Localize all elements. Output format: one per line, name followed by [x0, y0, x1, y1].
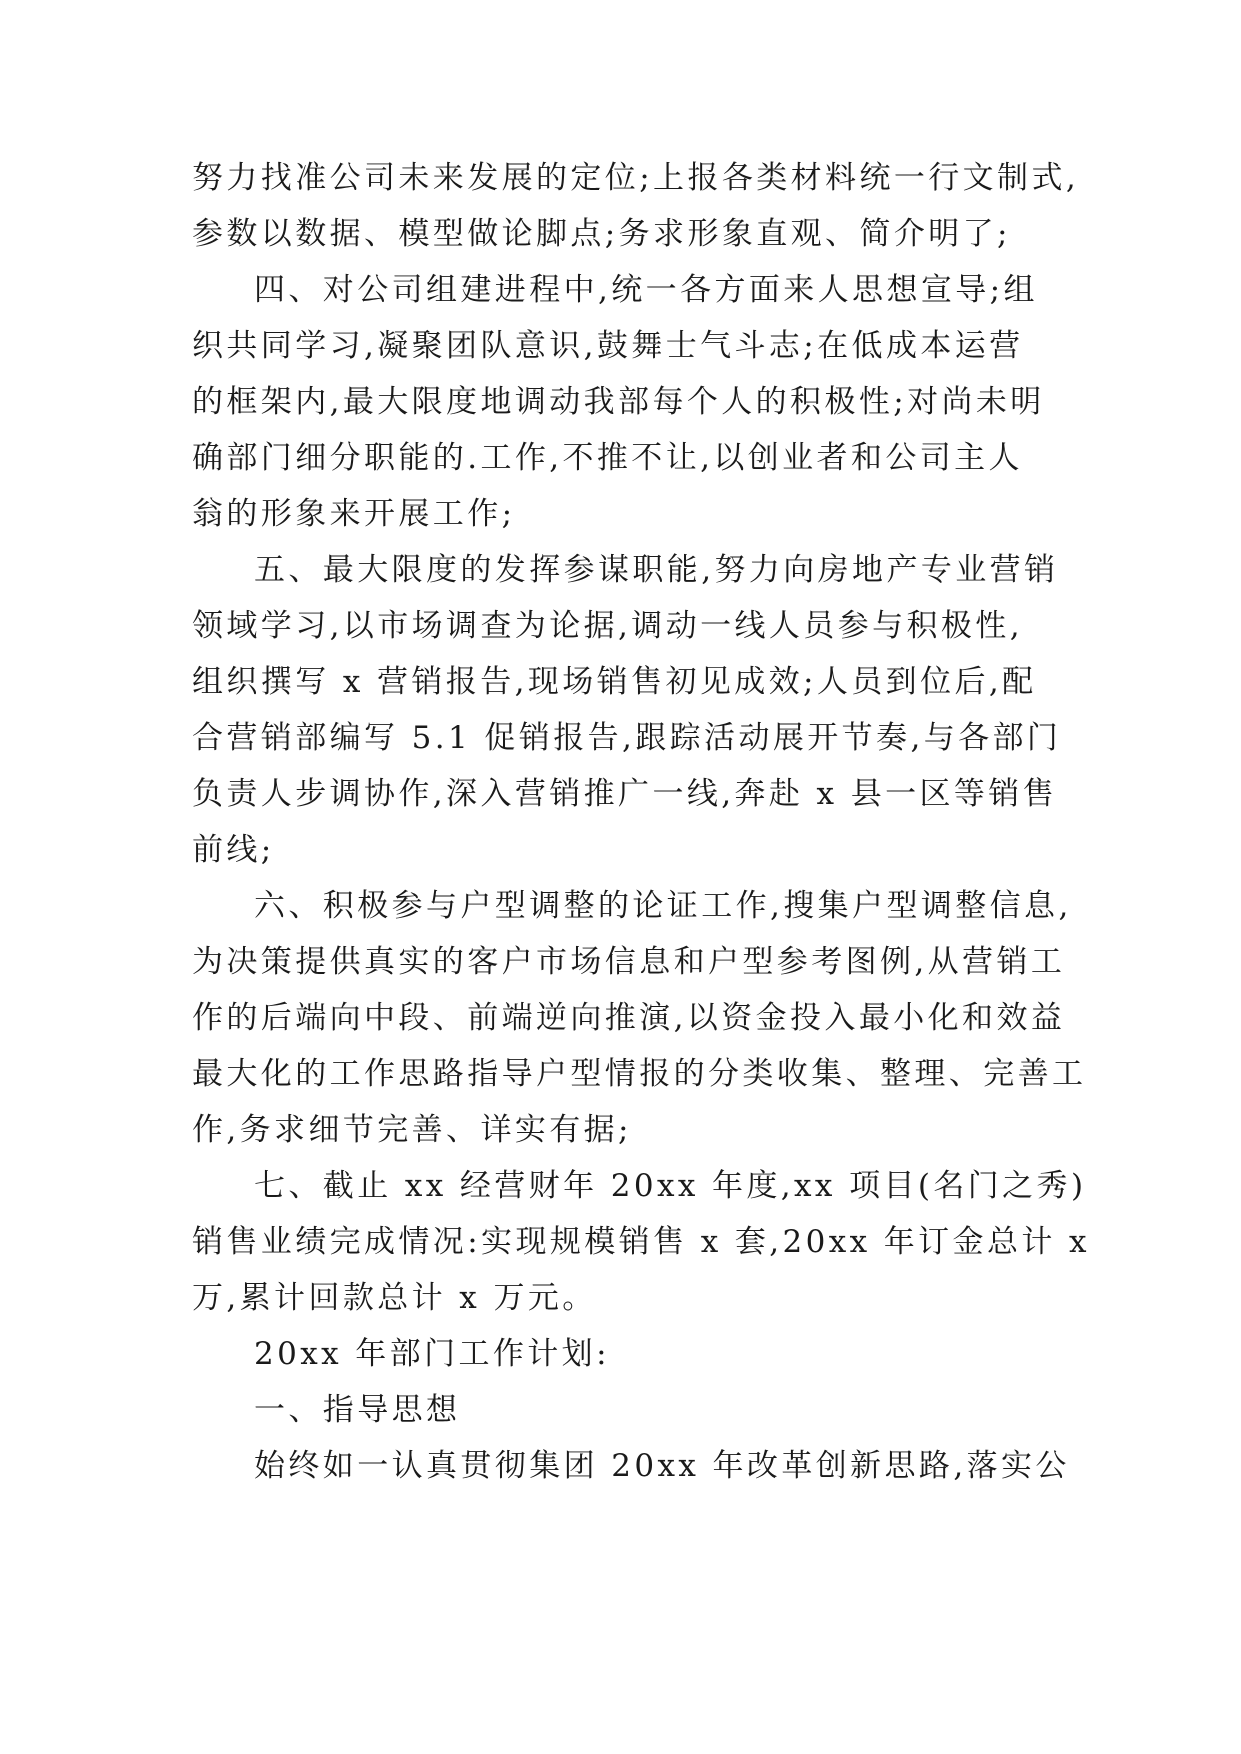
text-line: 合营销部编写 5.1 促销报告,跟踪活动展开节奏,与各部门: [192, 720, 1062, 756]
section-heading: 一、指导思想: [254, 1392, 461, 1428]
text-line: 的框架内,最大限度地调动我部每个人的积极性;对尚未明: [192, 384, 1045, 420]
text-line: 作,务求细节完善、详实有据;: [192, 1112, 632, 1148]
text-line: 确部门细分职能的.工作,不推不让,以创业者和公司主人: [192, 440, 1023, 476]
text-line: 五、最大限度的发挥参谋职能,努力向房地产专业营销: [254, 552, 1059, 588]
text-line: 最大化的工作思路指导户型情报的分类收集、整理、完善工: [192, 1056, 1087, 1092]
text-line: 组织撰写 x 营销报告,现场销售初见成效;人员到位后,配: [192, 664, 1037, 700]
text-line: 作的后端向中段、前端逆向推演,以资金投入最小化和效益: [192, 1000, 1066, 1036]
text-line: 努力找准公司未来发展的定位;上报各类材料统一行文制式,: [192, 160, 1080, 196]
text-line: 万,累计回款总计 x 万元。: [192, 1280, 597, 1316]
text-line: 七、截止 xx 经营财年 20xx 年度,xx 项目(名门之秀): [254, 1168, 1087, 1204]
text-line: 六、积极参与户型调整的论证工作,搜集户型调整信息,: [254, 888, 1072, 924]
text-line: 四、对公司组建进程中,统一各方面来人思想宣导;组: [254, 272, 1038, 308]
text-line: 织共同学习,凝聚团队意识,鼓舞士气斗志;在低成本运营: [192, 328, 1024, 364]
text-line: 销售业绩完成情况:实现规模销售 x 套,20xx 年订金总计 x: [192, 1224, 1090, 1260]
text-line: 为决策提供真实的客户市场信息和户型参考图例,从营销工: [192, 944, 1066, 980]
text-line: 前线;: [192, 832, 275, 868]
text-line: 参数以数据、模型做论脚点;务求形象直观、简介明了;: [192, 216, 1011, 252]
text-line: 领域学习,以市场调查为论据,调动一线人员参与积极性,: [192, 608, 1023, 644]
text-line: 始终如一认真贯彻集团 20xx 年改革创新思路,落实公: [254, 1448, 1070, 1484]
text-line: 负责人步调协作,深入营销推广一线,奔赴 x 县一区等销售: [192, 776, 1058, 812]
section-heading: 20xx 年部门工作计划:: [254, 1336, 610, 1372]
text-line: 翁的形象来开展工作;: [192, 496, 516, 532]
